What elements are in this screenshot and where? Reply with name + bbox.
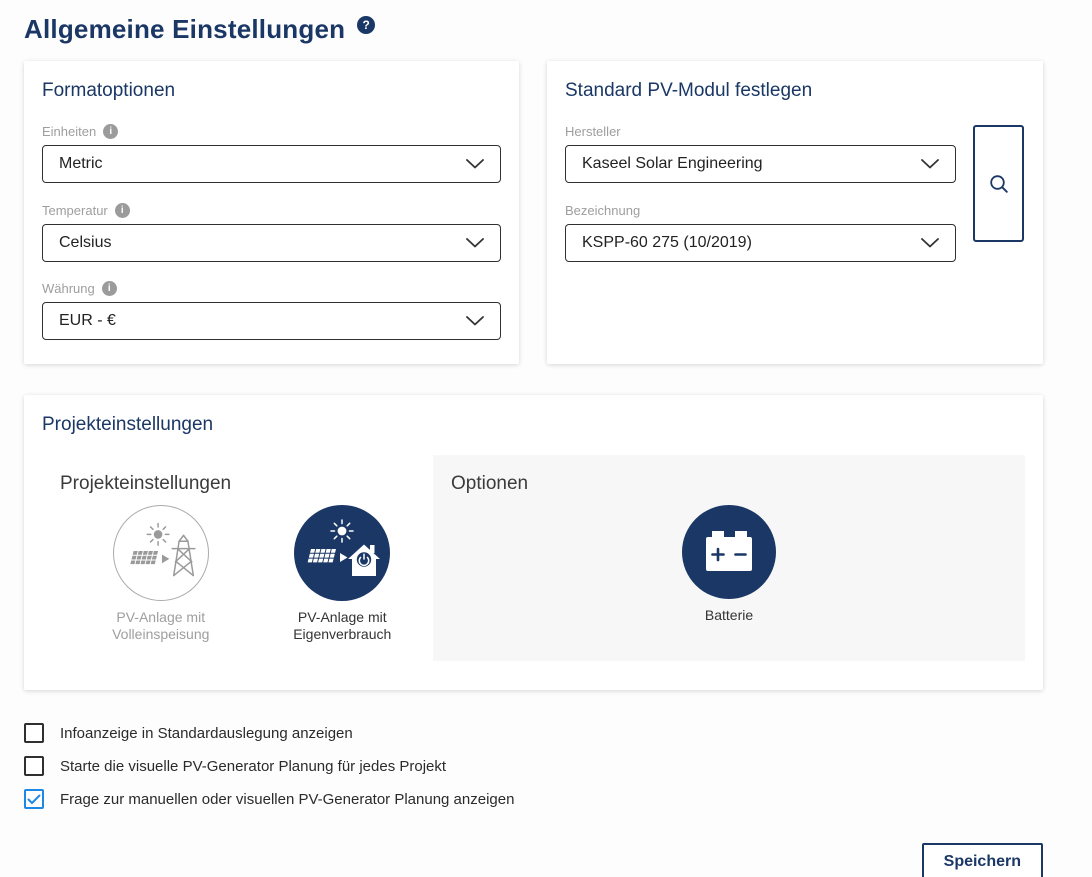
format-options-card <box>24 61 519 364</box>
info-icon[interactable]: i <box>102 281 117 296</box>
option-battery[interactable] <box>682 505 776 624</box>
project-type-panel <box>42 455 433 661</box>
temperature-value: Celsius <box>59 234 112 251</box>
save-row <box>24 843 1043 877</box>
info-display-checkbox[interactable] <box>24 723 44 743</box>
project-settings-card <box>24 395 1043 690</box>
battery-icon <box>682 505 776 599</box>
visual-planning-checkbox[interactable] <box>24 756 44 776</box>
info-icon[interactable]: i <box>103 124 118 139</box>
chevron-down-icon <box>466 238 484 248</box>
checkbox-row-info-display <box>24 723 1043 743</box>
currency-label: Währung <box>42 281 95 296</box>
pv-self-consumption-icon <box>294 505 390 601</box>
format-options-title: Formatoptionen <box>42 80 176 101</box>
project-settings-strip <box>42 455 1025 661</box>
option-pv-self-consumption[interactable] <box>270 505 416 643</box>
page-title: Allgemeine Einstellungen <box>24 14 346 44</box>
units-value: Metric <box>59 155 103 172</box>
help-icon[interactable]: ? <box>357 16 375 34</box>
units-select[interactable] <box>42 145 501 183</box>
temperature-label: Temperatur <box>42 203 108 218</box>
project-settings-title: Projekteinstellungen <box>42 414 214 435</box>
pv-grid-feed-in-icon <box>113 505 209 601</box>
chevron-down-icon <box>921 159 939 169</box>
checkbox-row-planning-question <box>24 789 1043 809</box>
currency-value: EUR - € <box>59 312 116 329</box>
options-heading: Optionen <box>451 473 529 494</box>
project-type-heading: Projekteinstellungen <box>60 473 232 494</box>
checkmark-icon <box>27 794 41 805</box>
chevron-down-icon <box>466 159 484 169</box>
info-icon[interactable]: i <box>115 203 130 218</box>
designation-label: Bezeichnung <box>565 203 641 218</box>
battery-label: Batterie <box>704 607 754 623</box>
settings-page <box>24 0 1043 877</box>
designation-value: KSPP-60 275 (10/2019) <box>582 234 752 251</box>
option-pv-full-feed-in[interactable] <box>88 505 234 643</box>
manufacturer-value: Kaseel Solar Engineering <box>582 155 763 172</box>
module-search-button[interactable] <box>973 125 1024 242</box>
option-label: PV-Anlage mit Eigenverbrauch <box>293 609 392 643</box>
standard-module-card <box>547 61 1043 364</box>
save-button[interactable]: Speichern <box>922 843 1043 877</box>
option-label: PV-Anlage mit Volleinspeisung <box>112 609 210 643</box>
manufacturer-label: Hersteller <box>565 124 621 139</box>
page-title-row <box>24 0 1043 45</box>
checkbox-list <box>24 723 1043 809</box>
checkbox-label: Infoanzeige in Standardauslegung anzeigen <box>60 724 353 742</box>
search-icon <box>988 173 1010 195</box>
designation-select[interactable] <box>565 224 956 262</box>
checkbox-label: Frage zur manuellen oder visuellen PV-Generator Planung anzeigen <box>60 790 515 808</box>
top-cards-row <box>24 61 1043 364</box>
options-panel <box>433 455 1025 661</box>
checkbox-row-visual-planning <box>24 756 1043 776</box>
chevron-down-icon <box>466 316 484 326</box>
chevron-down-icon <box>921 238 939 248</box>
planning-question-checkbox[interactable] <box>24 789 44 809</box>
manufacturer-select[interactable] <box>565 145 956 183</box>
currency-select[interactable] <box>42 302 501 340</box>
checkbox-label: Starte die visuelle PV-Generator Planung für jedes Projekt <box>60 757 447 775</box>
units-label: Einheiten <box>42 124 97 139</box>
standard-module-title: Standard PV-Modul festlegen <box>565 80 813 101</box>
temperature-select[interactable] <box>42 224 501 262</box>
